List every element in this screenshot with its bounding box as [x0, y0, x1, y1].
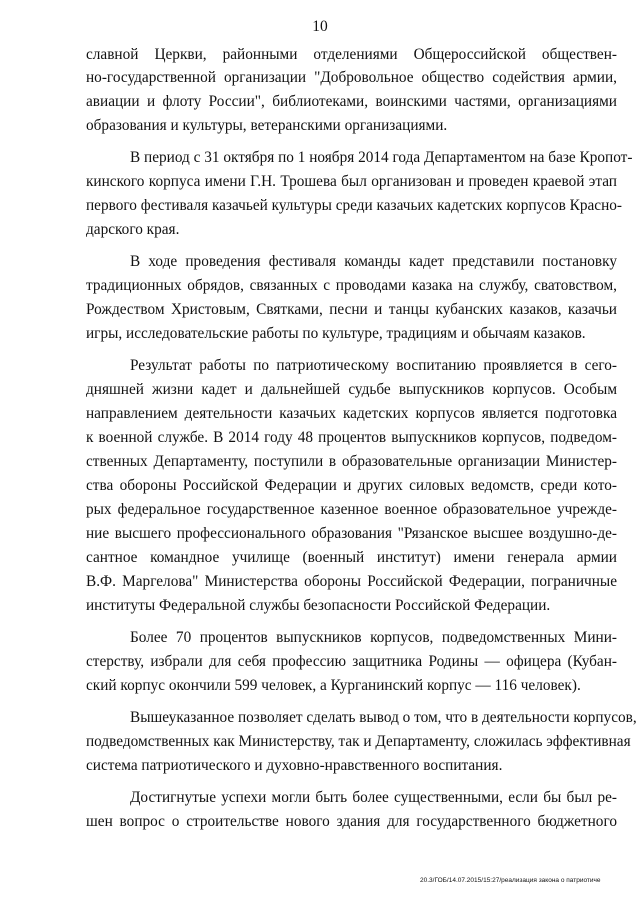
text-line: В период с 31 октября по 1 ноября 2014 года Департаментом на базе Кропот-	[130, 149, 633, 166]
text-line: В.Ф. Маргелова" Министерства обороны Российской Федерации, пограничные	[86, 573, 617, 590]
text-line: система патриотического и духовно-нравственного воспитания.	[86, 757, 503, 774]
text-line: Рождеством Христовым, Святками, песни и танцы кубанских казаков, казачьи	[86, 301, 617, 318]
text-line: Достигнутые успехи могли быть более существенными, если бы был ре-	[130, 789, 617, 806]
text-line: сантное командное училище (военный институт) имени генерала армии	[86, 549, 617, 566]
text-line: Результат работы по патриотическому воспитанию проявляется в сего-	[130, 357, 617, 374]
text-line: дарского края.	[86, 221, 180, 238]
text-line: В ходе проведения фестиваля команды кадет представили постановку	[130, 253, 617, 270]
text-line: шен вопрос о строительстве нового здания для государственного бюджетного	[86, 813, 617, 830]
text-line: подведомственных как Министерству, так и Департаменту, сложилась эффективная	[86, 733, 631, 750]
text-line: дняшней жизни кадет и дальнейшей судьбе выпускников корпусов. Особым	[86, 381, 617, 398]
text-line: традиционных обрядов, связанных с проводами казака на службу, сватовством,	[86, 277, 617, 294]
text-line: институты Федеральной службы безопасности Российской Федерации.	[86, 597, 551, 614]
text-line: славной Церкви, районными отделениями Общероссийской обществен-	[86, 46, 617, 63]
text-line: но-государственной организации "Добровольное общество содействия армии,	[86, 69, 617, 86]
text-line: направлением деятельности казачьих кадетских корпусов является подготовка	[86, 405, 617, 422]
text-line: ства обороны Российской Федерации и других силовых ведомств, среди кото-	[86, 477, 617, 494]
footer-reference: 20.3/ГОБ/14.07.2015/15:27/реализация закона о патриотиче	[420, 877, 601, 884]
text-line: образования и культуры, ветеранскими организациями.	[86, 117, 448, 134]
text-line: кинского корпуса имени Г.Н. Трошева был организован и проведен краевой этап	[86, 173, 617, 190]
text-line: первого фестиваля казачьей культуры среди казачьих кадетских корпусов Красно-	[86, 197, 623, 214]
text-line: рых федеральное государственное казенное военное образовательное учрежде-	[86, 501, 617, 518]
text-line: стерству, избрали для себя профессию защитника Родины — офицера (Кубан-	[86, 653, 617, 670]
page-number: 10	[312, 18, 328, 35]
text-line: игры, исследовательские работы по культуре, традициям и обычаям казаков.	[86, 325, 586, 342]
text-line: ский корпус окончили 599 человек, а Курганинский корпус — 116 человек).	[86, 677, 581, 694]
text-line: к военной службе. В 2014 году 48 процентов выпускников корпусов, подведом-	[86, 429, 617, 446]
text-line: Вышеуказанное позволяет сделать вывод о том, что в деятельности корпусов,	[130, 709, 637, 726]
text-line: Более 70 процентов выпускников корпусов, подведомственных Мини-	[130, 629, 617, 646]
text-line: авиации и флоту России", библиотеками, воинскими частями, организациями	[86, 93, 617, 110]
text-line: ственных Департаменту, поступили в образовательные организации Министер-	[86, 453, 617, 470]
text-line: ние высшего профессионального образования "Рязанское высшее воздушно-де-	[86, 525, 617, 542]
